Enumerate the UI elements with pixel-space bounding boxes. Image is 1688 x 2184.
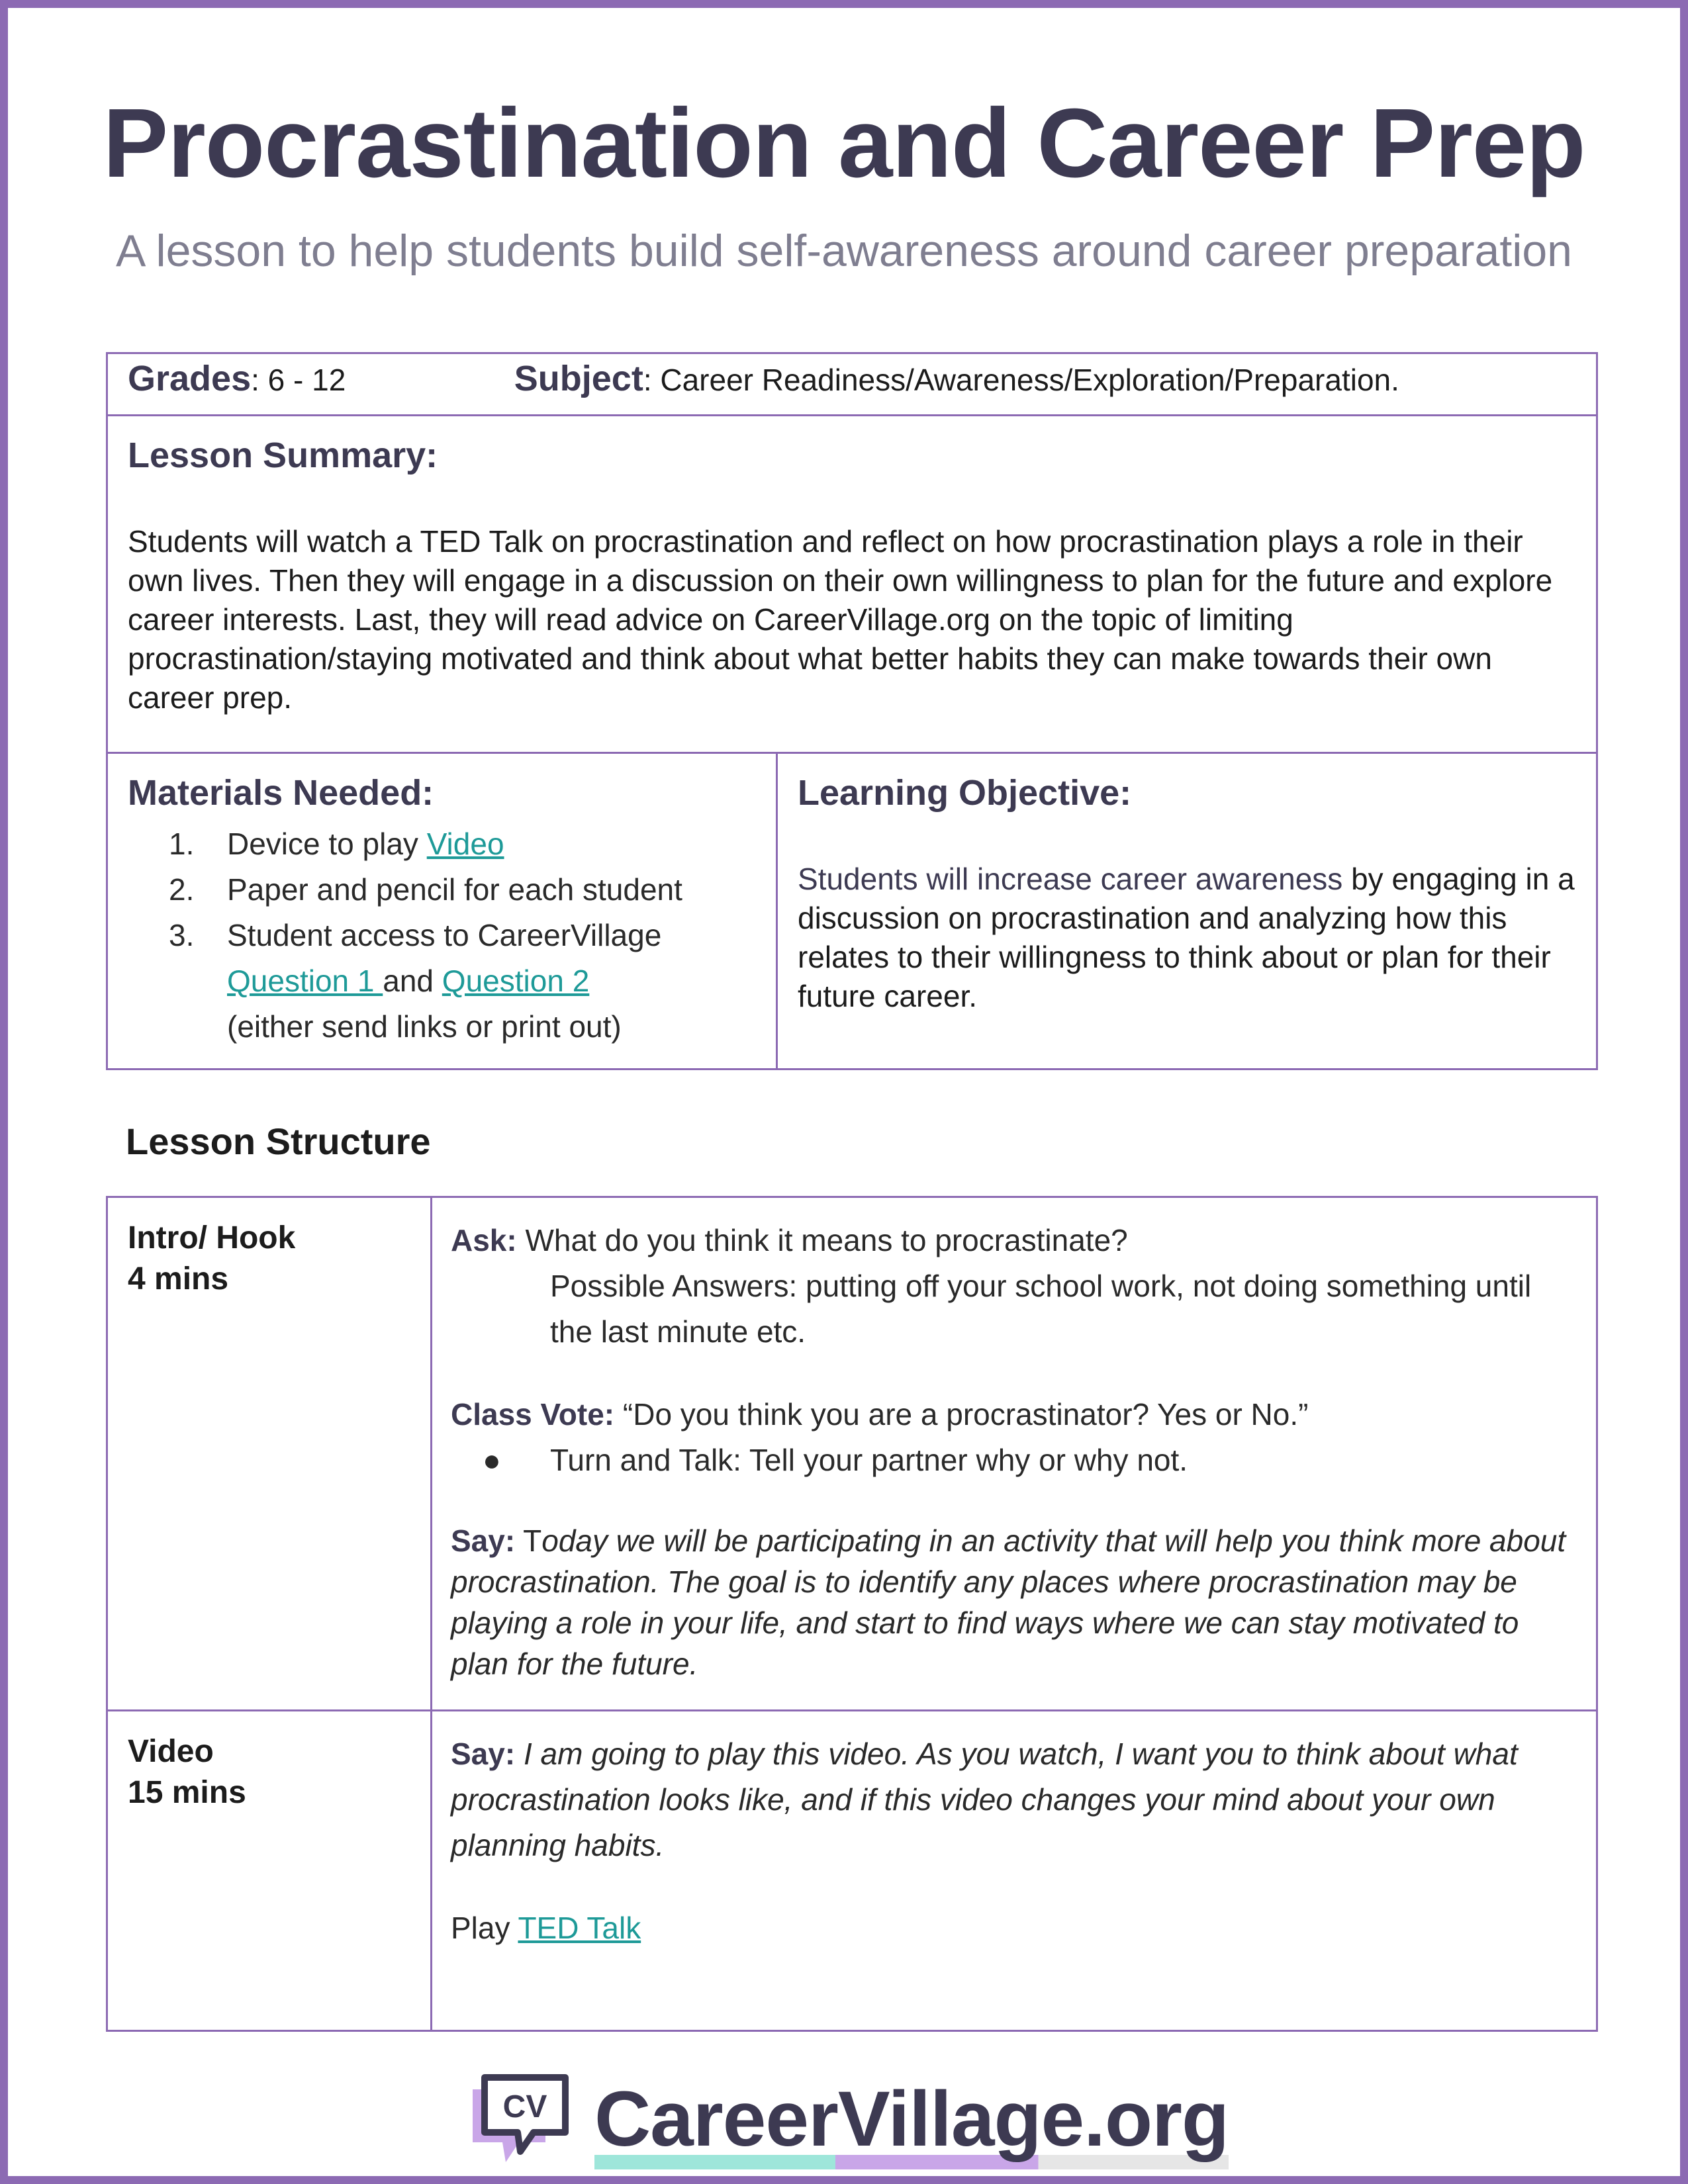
intro-content-cell: Ask: What do you think it means to procrastinate? Possible Answers: putting off your school work, not doing something until the last minute etc. Class Vote: “Do you think you are a procrastinator? Yes or No.” ● Turn and Talk: Tell your partner why or why not. Say: Today we will be participating in an activity that will help you think more about procrastination. The goal is to identify any places where procrastination may be playing a role in your life, and start to find ways where we can stay motivated to plan for the future. xyxy=(432,1197,1597,1711)
lesson-summary-text: Students will watch a TED Talk on procrastination and reflect on how procrastination plays a role in their own lives. Then they will engage in a discussion on their own willingness to plan for the future and explore career interests. Last, they will read advice on CareerVillage.org on the topic of limiting procrastination/staying motivated and think about what better habits they can make towards their own career prep. xyxy=(128,524,1553,715)
grades-subject-cell xyxy=(107,353,1597,416)
footer-logo xyxy=(8,2070,1680,2169)
step-time: 15 mins xyxy=(128,1775,246,1810)
subject-label: Subject xyxy=(514,359,643,398)
objective-text: Students will increase career awareness by engaging in a discussion on procrastination and analyzing how this relates to their willingness to think about or plan for their future career. xyxy=(798,862,1575,1013)
table-row xyxy=(107,1197,1597,1711)
bullet-icon: ● xyxy=(483,1443,501,1477)
materials-note: (either send links or print out) xyxy=(227,1009,622,1044)
objective-heading: Learning Objective: xyxy=(798,773,1132,813)
subject-value: : Career Readiness/Awareness/Exploration/Preparation. xyxy=(643,363,1399,397)
lesson-info-table xyxy=(106,352,1598,1070)
materials-cell xyxy=(107,753,777,1069)
say-label: Say: xyxy=(451,1524,516,1558)
step-label: Video xyxy=(128,1734,214,1769)
grades-label: Grades xyxy=(128,359,252,398)
logo-wordmark: CareerVillage.org xyxy=(594,2074,1229,2164)
lesson-summary-heading: Lesson Summary: xyxy=(128,435,438,475)
lesson-summary-cell xyxy=(107,416,1597,753)
page-title: Procrastination and Career Prep xyxy=(103,89,1585,198)
grades-value: : 6 - 12 xyxy=(251,363,346,397)
video-link[interactable]: Video xyxy=(426,827,504,861)
say-label: Say: xyxy=(451,1737,516,1771)
step-label: Intro/ Hook xyxy=(128,1220,296,1255)
question-2-link[interactable]: Question 2 xyxy=(442,964,590,998)
class-vote-label: Class Vote: xyxy=(451,1397,615,1432)
video-content-cell: Say: I am going to play this video. As you watch, I want you to think about what procrastination looks like, and if this video changes your mind about your own planning habits. Play TED Talk xyxy=(432,1711,1597,2031)
lesson-structure-heading: Lesson Structure xyxy=(126,1120,431,1162)
materials-list xyxy=(128,821,756,1050)
ted-talk-link[interactable]: TED Talk xyxy=(518,1911,641,1945)
question-1-link[interactable]: Question 1 xyxy=(227,964,383,998)
page-subtitle: A lesson to help students build self-awareness around career preparation xyxy=(115,226,1572,276)
table-row xyxy=(107,1711,1597,2031)
materials-item: 1. Device to play Video xyxy=(169,827,504,861)
video-label-cell xyxy=(107,1711,432,2031)
materials-item: 3. Student access to CareerVillage Question 1 and Question 2 (either send links or print out) xyxy=(169,918,662,1044)
intro-label-cell xyxy=(107,1197,432,1711)
possible-answers: Possible Answers: putting off your school work, not doing something until the last minute etc. xyxy=(550,1269,1532,1349)
turn-and-talk: Turn and Talk: Tell your partner why or why not. xyxy=(550,1443,1188,1477)
ask-label: Ask: xyxy=(451,1223,517,1257)
lesson-structure-table xyxy=(106,1196,1598,2032)
objective-cell xyxy=(777,753,1597,1069)
materials-heading: Materials Needed: xyxy=(128,773,434,813)
careervillage-logo-icon xyxy=(459,2070,579,2169)
svg-text:CV: CV xyxy=(502,2089,547,2124)
step-time: 4 mins xyxy=(128,1261,229,1297)
materials-item: 2. Paper and pencil for each student xyxy=(169,872,682,907)
